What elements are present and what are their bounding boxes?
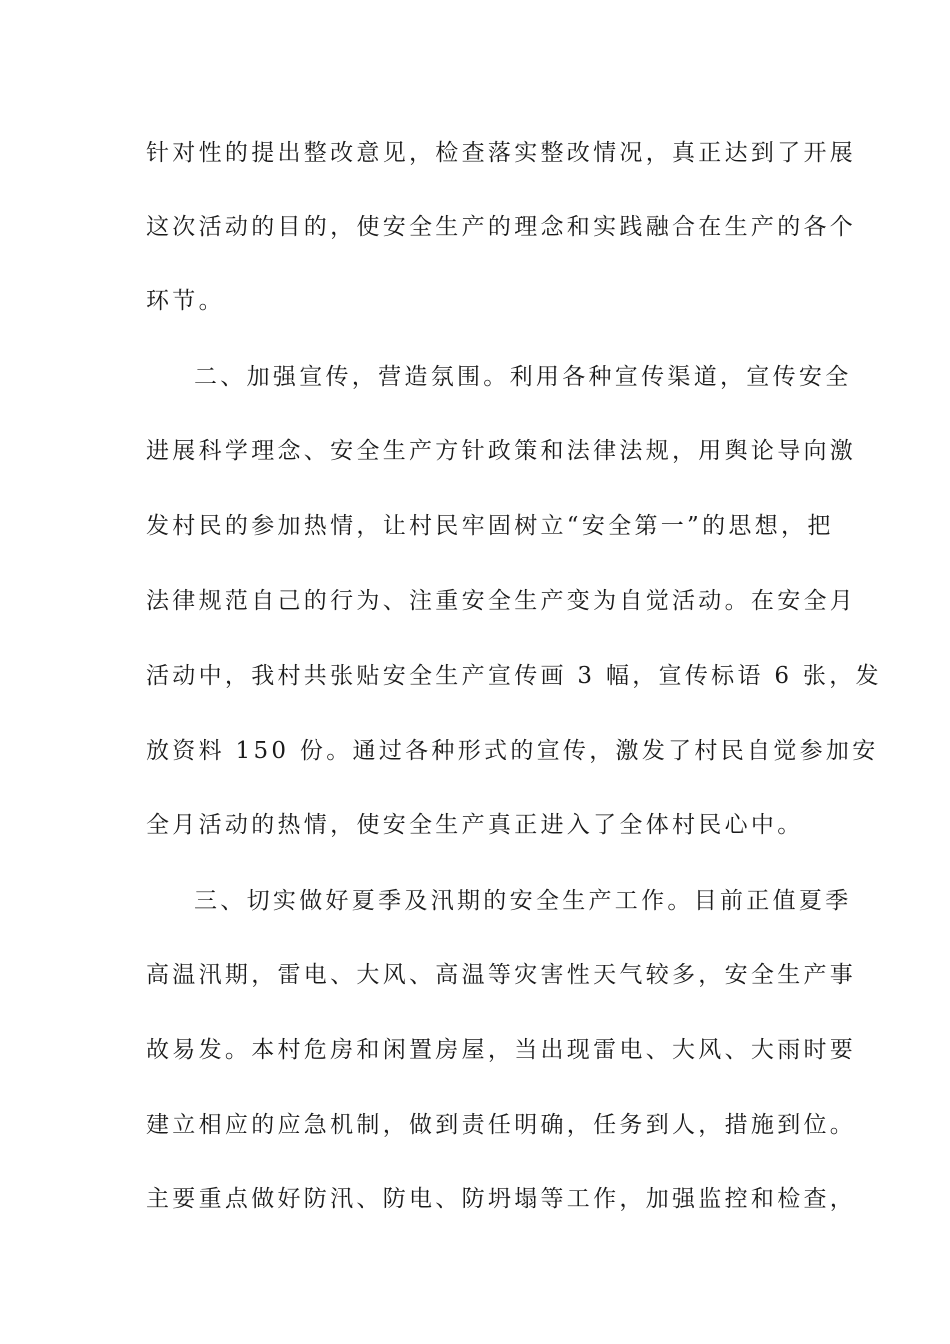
text-line: 高温汛期，雷电、大风、高温等灾害性天气较多，安全生产事 [146, 962, 857, 988]
text-line: 建立相应的应急机制，做到责任明确，任务到人，措施到位。 [146, 1112, 857, 1138]
text-line: 活动中，我村共张贴安全生产宣传画 3 幅，宣传标语 6 张，发 [146, 663, 882, 689]
text-line: 放资料 150 份。通过各种形式的宣传，激发了村民自觉参加安 [146, 738, 879, 764]
text-line: 全月活动的热情，使安全生产真正进入了全体村民心中。 [146, 812, 804, 838]
paragraph-start-line: 二、加强宣传，营造氛围。利用各种宣传渠道，宣传安全 [194, 364, 852, 390]
text-line: 这次活动的目的，使安全生产的理念和实践融合在生产的各个 [146, 214, 857, 240]
text-line: 主要重点做好防汛、防电、防坍塌等工作，加强监控和检查， [146, 1186, 857, 1212]
text-line: 发村民的参加热情，让村民牢固树立“安全第一”的思想，把 [146, 513, 834, 539]
text-line: 环节。 [146, 288, 225, 314]
paragraph-start-line: 三、切实做好夏季及汛期的安全生产工作。目前正值夏季 [194, 888, 852, 914]
text-line: 进展科学理念、安全生产方针政策和法律法规，用舆论导向激 [146, 438, 857, 464]
text-line: 故易发。本村危房和闲置房屋，当出现雷电、大风、大雨时要 [146, 1037, 857, 1063]
text-line: 针对性的提出整改意见，检查落实整改情况，真正达到了开展 [146, 140, 857, 166]
text-line: 法律规范自己的行为、注重安全生产变为自觉活动。在安全月 [146, 588, 857, 614]
